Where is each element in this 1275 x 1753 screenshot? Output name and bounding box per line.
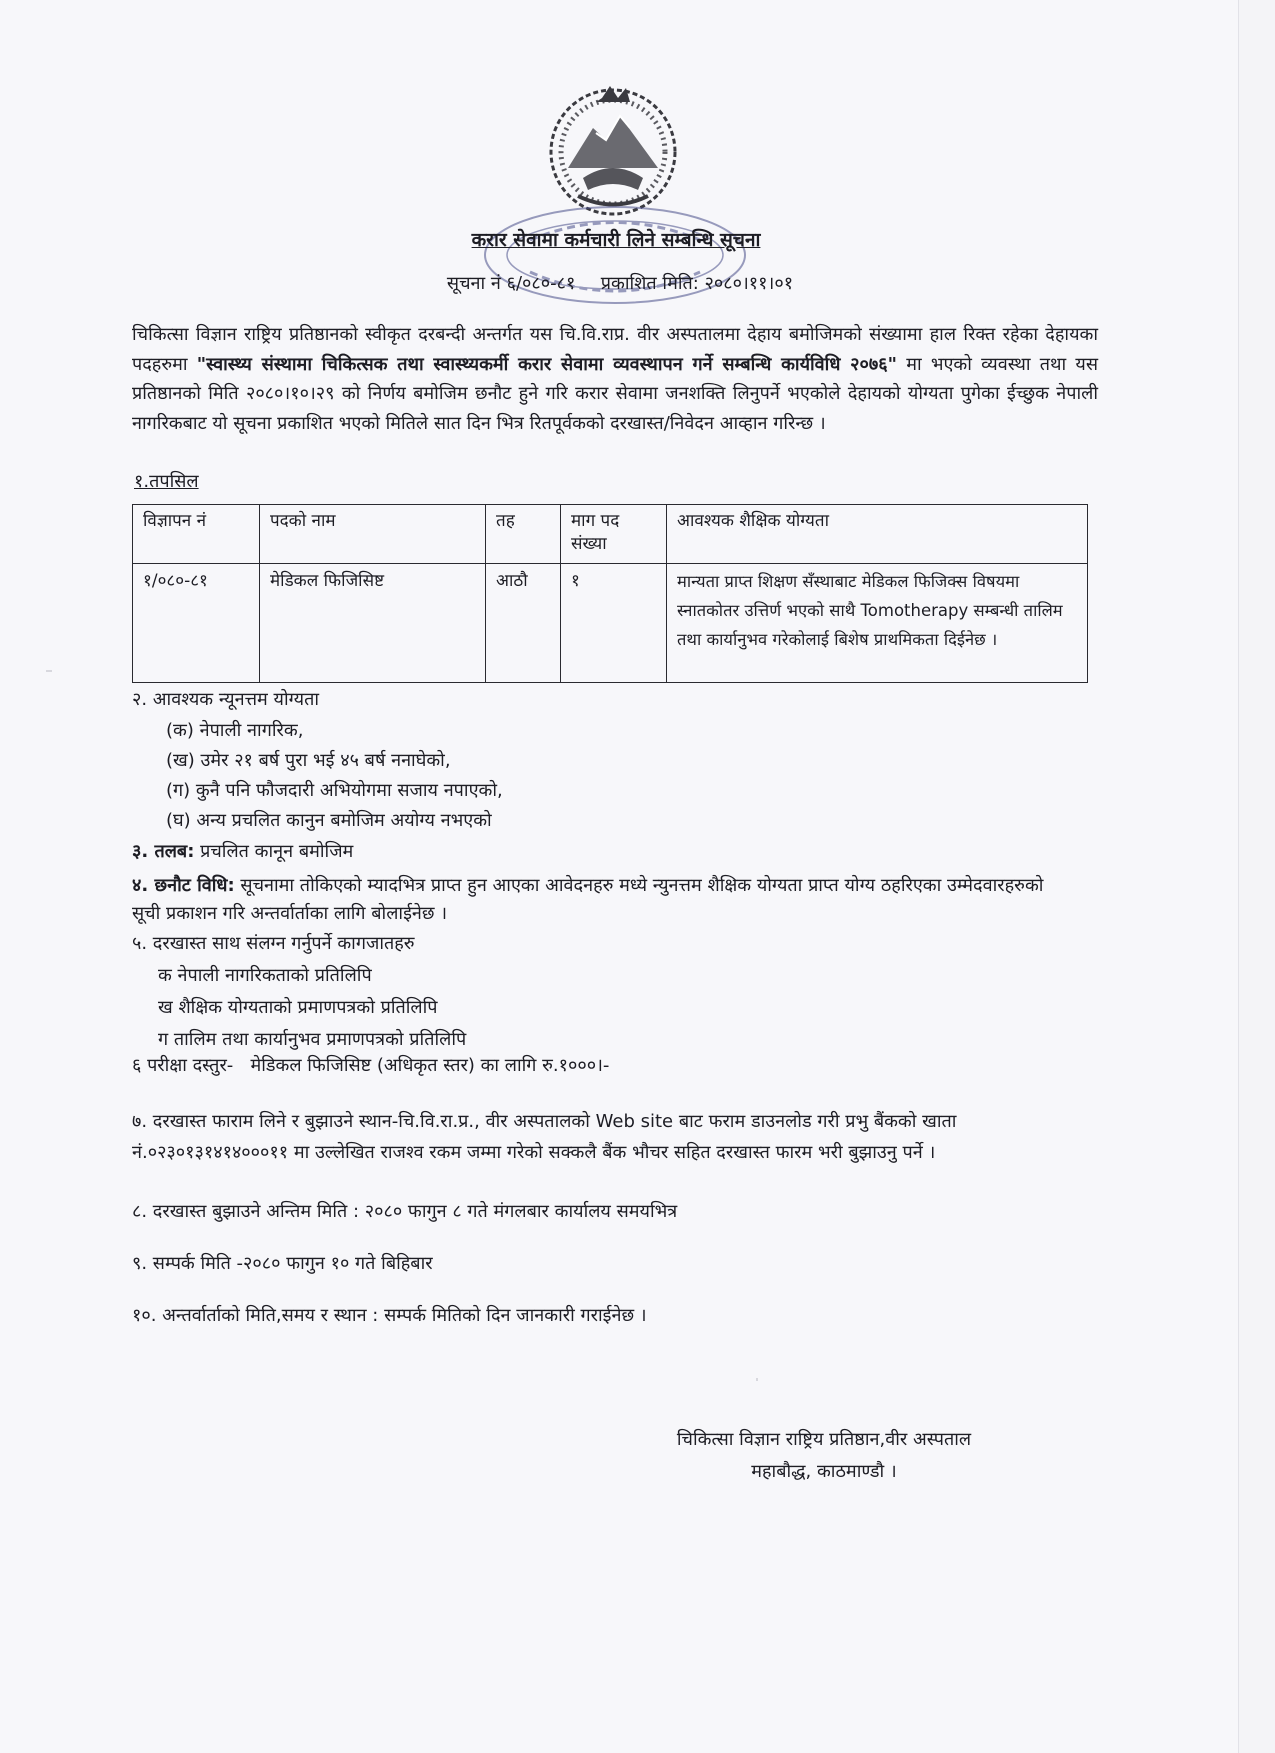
table-header: तह: [486, 505, 561, 564]
list-item: क नेपाली नागरिकताको प्रतिलिपि: [158, 965, 372, 986]
notice-title: करार सेवामा कर्मचारी लिने सम्बन्धि सूचना: [471, 229, 761, 251]
exam-fee: ६ परीक्षा दस्तुर- मेडिकल फिजिसिष्ट (अधिकृत स्तर) का लागि रु.१०००।-: [132, 1055, 610, 1076]
ad-number-cell: १/०८०-८१: [133, 564, 260, 683]
application-form-info: ७. दरखास्त फाराम लिने र बुझाउने स्थान-चि.वि.रा.प्र., वीर अस्पतालको Web site बाट फराम डाउनलोड गरी प्रभु बैंकको खाता नं.०२३०१३१४१४०००११ मा उल्लेखित राजश्व रकम जम्मा गरेको सक्कलै बैंक भौचर सहित दरखास्त फारम भरी बुझाउनु पर्ने ।: [132, 1111, 957, 1163]
qualification-cell: मान्यता प्राप्त शिक्षण सँस्थाबाट मेडिकल फिजिक्स विषयमा स्नातकोतर उत्तिर्ण भएको साथै Tomotherapy सम्बन्धी तालिम तथा कार्यानुभव गरेकोलाई बिशेष प्राथमिकता दिईनेछ ।: [667, 564, 1088, 683]
list-item: ख शैक्षिक योग्यताको प्रमाणपत्रको प्रतिलिपि: [158, 997, 438, 1018]
signature-line: महाबौद्ध, काठमाण्डौ ।: [751, 1461, 897, 1482]
list-item: (घ) अन्य प्रचलित कानुन बमोजिम अयोग्य नभएको: [166, 810, 492, 831]
level-cell: आठौ: [486, 564, 561, 683]
table-header: आवश्यक शैक्षिक योग्यता: [667, 505, 1088, 564]
office-stamp-icon: [470, 200, 760, 320]
documents-heading: ५. दरखास्त साथ संलग्न गर्नुपर्ने कागजातहरु: [132, 933, 415, 954]
table-header-row: [133, 505, 1088, 564]
table-header: पदको नाम: [260, 505, 486, 564]
interview-info: १०. अन्तर्वार्ताको मिति,समय र स्थान : सम्पर्क मितिको दिन जानकारी गराईनेछ ।: [132, 1305, 647, 1326]
scan-speck: [46, 670, 52, 672]
post-count-cell: १: [561, 564, 667, 683]
signature-line: चिकित्सा विज्ञान राष्ट्रिय प्रतिष्ठान,वीर अस्पताल: [676, 1429, 972, 1450]
salary-text: प्रचलित कानून बमोजिम: [194, 841, 354, 862]
intro-bold-text: "स्वास्थ्य संस्थामा चिकित्सक तथा स्वास्थ्यकर्मी करार सेवामा व्यवस्थापन गर्ने सम्बन्धि कार्यविधि २०७६": [196, 353, 897, 375]
list-item: (ग) कुनै पनि फौजदारी अभियोगमा सजाय नपाएको,: [166, 780, 503, 801]
min-qualification-heading: २. आवश्यक न्यूनत्तम योग्यता: [132, 689, 320, 710]
scan-speck: [756, 1378, 758, 1381]
notice-number: सूचना नं ६/०८०-८१: [446, 273, 576, 294]
list-item: ग तालिम तथा कार्यानुभव प्रमाणपत्रको प्रतिलिपि: [158, 1029, 467, 1050]
salary-line: [132, 838, 353, 866]
salary-label: ३. तलब:: [132, 841, 195, 862]
documents-list: [158, 960, 466, 1056]
min-qualification-list: [166, 716, 503, 836]
vacancy-table: [132, 504, 1088, 683]
notice-number-line: [380, 271, 860, 295]
intro-text-2: मा भएको व्यवस्था तथा यस प्रतिष्ठानको मिति २०८०।१०।२९ को निर्णय बमोजिम छनौट हुने गरि करार सेवामा जनशक्ति लिनुपर्ने भएकोले देहायको योग्यता पुगेका ईच्छुक नेपाली नागरिकबाट यो सूचना प्रकाशित भएको मितिले सात दिन भित्र रितपूर्वकको दरखास्त/निवेदन आव्हान गरिन्छ ।: [132, 353, 1098, 434]
published-date: प्रकाशित मिति: २०८०।११।०१: [600, 273, 794, 294]
list-item: (क) नेपाली नागरिक,: [166, 720, 304, 741]
signature-block: [624, 1424, 1024, 1488]
intro-text-1: चिकित्सा विज्ञान राष्ट्रिय प्रतिष्ठानको स्वीकृत दरबन्दी अन्तर्गत यस चि.वि.राप्र. वीर अस्पतालमा देहाय बमोजिमको संख्यामा हाल रिक्त रहेका देहायका पदहरुमा: [132, 324, 1098, 375]
selection-label: ४. छनौट विधि:: [132, 875, 235, 896]
submission-deadline: ८. दरखास्त बुझाउने अन्तिम मिति : २०८० फागुन ८ गते मंगलबार कार्यालय समयभित्र: [132, 1201, 678, 1222]
contact-date: ९. सम्पर्क मिति -२०८० फागुन १० गते बिहिबार: [132, 1253, 433, 1274]
table-header: माग पद संख्या: [561, 505, 667, 564]
details-heading: १.तपसिल: [134, 471, 199, 492]
post-name-cell: मेडिकल फिजिसिष्ट: [260, 564, 486, 683]
selection-text: सूचनामा तोकिएको म्यादभित्र प्राप्त हुन आएका आवेदनहरु मध्ये न्युनत्तम शैक्षिक योग्यता प्राप्त योग्य ठहरिएका उम्मेदवारहरुको सूची प्रकाशन गरि अन्तर्वार्ताका लागि बोलाईनेछ ।: [132, 875, 1044, 924]
table-row: [133, 564, 1088, 683]
table-header: विज्ञापन नं: [133, 505, 260, 564]
intro-paragraph: [132, 320, 1098, 438]
list-item: (ख) उमेर २१ बर्ष पुरा भई ४५ बर्ष ननाघेको,: [166, 750, 451, 771]
selection-method: [132, 872, 1072, 928]
